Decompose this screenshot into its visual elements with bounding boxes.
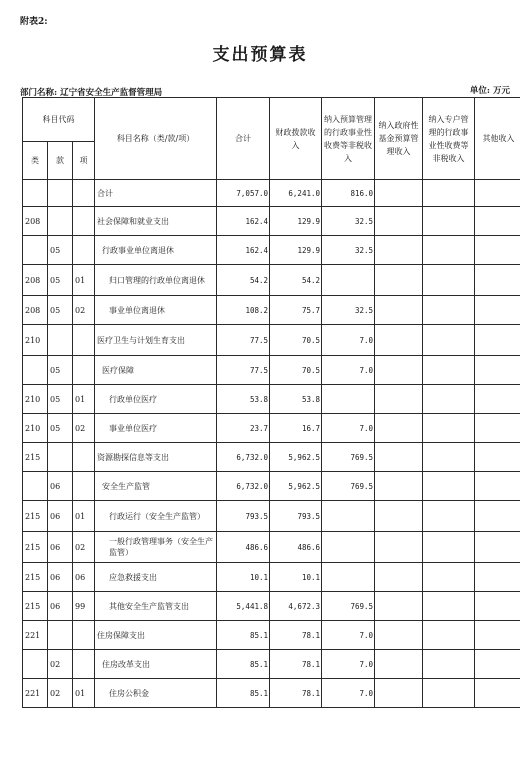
cell-other: [475, 443, 520, 472]
cell-other: [475, 592, 520, 621]
cell-budget-mgmt: [322, 532, 375, 563]
cell-total: 6,732.0: [217, 443, 270, 472]
department-name: 部门名称: 辽宁省安全生产监督管理局: [20, 88, 163, 98]
cell-fiscal: 793.5: [270, 501, 322, 532]
cell-other: [475, 296, 520, 325]
cell-name: 医疗卫生与计划生育支出: [95, 325, 217, 356]
cell-budget-mgmt: [322, 385, 375, 414]
header-lei: 类: [23, 142, 48, 180]
cell-fiscal: 78.1: [270, 621, 322, 650]
unit-label: 单位: 万元: [469, 86, 510, 96]
cell-name: 安全生产监管: [95, 472, 217, 501]
cell-kuan: 06: [48, 592, 73, 621]
cell-xiang: 01: [73, 265, 95, 296]
cell-xiang: [73, 356, 95, 385]
cell-total: 53.8: [217, 385, 270, 414]
cell-gov-fund: [375, 414, 423, 443]
cell-name: 住房公积金: [95, 679, 217, 708]
cell-fiscal: 78.1: [270, 650, 322, 679]
cell-other: [475, 414, 520, 443]
cell-xiang: 02: [73, 532, 95, 563]
cell-other: [475, 563, 520, 592]
cell-lei: 210: [23, 414, 48, 443]
table-row: [23, 296, 520, 325]
cell-lei: 210: [23, 385, 48, 414]
cell-name: 其他安全生产监管支出: [95, 592, 217, 621]
cell-kuan: 05: [48, 265, 73, 296]
table-row: [23, 563, 520, 592]
cell-name: 医疗保障: [95, 356, 217, 385]
cell-total: 54.2: [217, 265, 270, 296]
cell-gov-fund: [375, 265, 423, 296]
cell-budget-mgmt: 32.5: [322, 296, 375, 325]
cell-budget-mgmt: 816.0: [322, 180, 375, 207]
cell-kuan: 06: [48, 501, 73, 532]
cell-gov-fund: [375, 385, 423, 414]
cell-xiang: [73, 621, 95, 650]
header-budget-mgmt: 纳入预算管理的行政事业性收费等非税收入: [322, 98, 375, 180]
cell-gov-fund: [375, 296, 423, 325]
cell-gov-fund: [375, 621, 423, 650]
cell-kuan: 05: [48, 296, 73, 325]
cell-xiang: 01: [73, 501, 95, 532]
cell-name: 事业单位离退休: [95, 296, 217, 325]
cell-other: [475, 236, 520, 265]
cell-lei: [23, 472, 48, 501]
cell-total: 77.5: [217, 325, 270, 356]
cell-budget-mgmt: 7.0: [322, 650, 375, 679]
cell-total: 85.1: [217, 679, 270, 708]
cell-lei: 215: [23, 501, 48, 532]
table-row: [23, 180, 520, 207]
cell-kuan: [48, 621, 73, 650]
cell-gov-fund: [375, 443, 423, 472]
cell-special-account: [423, 356, 475, 385]
cell-lei: 215: [23, 592, 48, 621]
cell-other: [475, 207, 520, 236]
cell-total: 108.2: [217, 296, 270, 325]
cell-xiang: 02: [73, 414, 95, 443]
header-fiscal: 财政拨款收入: [270, 98, 322, 180]
header-other: 其他收入: [475, 98, 520, 180]
cell-fiscal: 78.1: [270, 679, 322, 708]
table-row: [23, 679, 520, 708]
cell-name: 事业单位医疗: [95, 414, 217, 443]
table-row: [23, 501, 520, 532]
cell-lei: 221: [23, 679, 48, 708]
cell-gov-fund: [375, 650, 423, 679]
cell-budget-mgmt: [322, 563, 375, 592]
header-special-account: 纳入专户管理的行政事业性收费等非税收入: [423, 98, 475, 180]
cell-total: 85.1: [217, 650, 270, 679]
cell-special-account: [423, 650, 475, 679]
cell-gov-fund: [375, 325, 423, 356]
cell-kuan: 05: [48, 414, 73, 443]
cell-xiang: [73, 325, 95, 356]
cell-fiscal: 4,672.3: [270, 592, 322, 621]
cell-xiang: [73, 236, 95, 265]
cell-other: [475, 472, 520, 501]
cell-special-account: [423, 296, 475, 325]
cell-total: 23.7: [217, 414, 270, 443]
budget-table: [22, 97, 520, 708]
table-row: [23, 385, 520, 414]
cell-xiang: 02: [73, 296, 95, 325]
cell-special-account: [423, 621, 475, 650]
cell-xiang: [73, 472, 95, 501]
cell-lei: [23, 650, 48, 679]
cell-total: 793.5: [217, 501, 270, 532]
cell-lei: 210: [23, 325, 48, 356]
table-row: [23, 472, 520, 501]
cell-budget-mgmt: 32.5: [322, 207, 375, 236]
cell-lei: 215: [23, 563, 48, 592]
cell-special-account: [423, 592, 475, 621]
cell-total: 77.5: [217, 356, 270, 385]
cell-special-account: [423, 414, 475, 443]
annex-label: 附表2:: [20, 17, 48, 27]
cell-total: 6,732.0: [217, 472, 270, 501]
cell-fiscal: 10.1: [270, 563, 322, 592]
cell-lei: 215: [23, 532, 48, 563]
cell-special-account: [423, 532, 475, 563]
cell-xiang: [73, 650, 95, 679]
cell-name: 资源勘探信息等支出: [95, 443, 217, 472]
cell-budget-mgmt: 769.5: [322, 592, 375, 621]
cell-special-account: [423, 207, 475, 236]
cell-kuan: [48, 207, 73, 236]
cell-special-account: [423, 265, 475, 296]
cell-total: 5,441.8: [217, 592, 270, 621]
cell-other: [475, 501, 520, 532]
cell-fiscal: 70.5: [270, 356, 322, 385]
table-row: [23, 414, 520, 443]
cell-name: 住房改革支出: [95, 650, 217, 679]
cell-budget-mgmt: 769.5: [322, 443, 375, 472]
table-row: [23, 236, 520, 265]
cell-kuan: 05: [48, 356, 73, 385]
cell-special-account: [423, 325, 475, 356]
cell-xiang: 01: [73, 679, 95, 708]
cell-name: 一般行政管理事务（安全生产监管）: [95, 532, 217, 563]
cell-special-account: [423, 443, 475, 472]
cell-lei: 221: [23, 621, 48, 650]
cell-name: 行政单位医疗: [95, 385, 217, 414]
cell-kuan: 02: [48, 650, 73, 679]
cell-gov-fund: [375, 501, 423, 532]
cell-kuan: 02: [48, 679, 73, 708]
cell-fiscal: 53.8: [270, 385, 322, 414]
cell-kuan: [48, 180, 73, 207]
cell-gov-fund: [375, 563, 423, 592]
header-name: 科目名称（类/款/项）: [95, 98, 217, 180]
cell-lei: [23, 236, 48, 265]
cell-special-account: [423, 679, 475, 708]
cell-gov-fund: [375, 472, 423, 501]
table-row: [23, 592, 520, 621]
table-row: [23, 621, 520, 650]
cell-kuan: 06: [48, 563, 73, 592]
cell-budget-mgmt: 7.0: [322, 356, 375, 385]
cell-other: [475, 532, 520, 563]
cell-other: [475, 385, 520, 414]
cell-lei: [23, 356, 48, 385]
cell-other: [475, 679, 520, 708]
cell-xiang: [73, 207, 95, 236]
cell-fiscal: 5,962.5: [270, 443, 322, 472]
cell-budget-mgmt: [322, 501, 375, 532]
cell-gov-fund: [375, 207, 423, 236]
cell-kuan: [48, 325, 73, 356]
cell-total: 10.1: [217, 563, 270, 592]
cell-name: 行政运行（安全生产监管）: [95, 501, 217, 532]
table-row: [23, 207, 520, 236]
cell-gov-fund: [375, 356, 423, 385]
cell-lei: [23, 180, 48, 207]
cell-lei: 208: [23, 296, 48, 325]
cell-other: [475, 356, 520, 385]
cell-lei: 208: [23, 265, 48, 296]
table-row: [23, 265, 520, 296]
cell-budget-mgmt: 7.0: [322, 414, 375, 443]
cell-xiang: 06: [73, 563, 95, 592]
cell-kuan: [48, 443, 73, 472]
page-title: 支出预算表: [212, 45, 308, 65]
cell-xiang: 99: [73, 592, 95, 621]
cell-budget-mgmt: [322, 265, 375, 296]
cell-budget-mgmt: 7.0: [322, 621, 375, 650]
cell-name: 住房保障支出: [95, 621, 217, 650]
cell-total: 486.6: [217, 532, 270, 563]
cell-name: 应急救援支出: [95, 563, 217, 592]
cell-budget-mgmt: 769.5: [322, 472, 375, 501]
header-total: 合计: [217, 98, 270, 180]
cell-other: [475, 621, 520, 650]
cell-budget-mgmt: 32.5: [322, 236, 375, 265]
table-row: [23, 325, 520, 356]
cell-kuan: 05: [48, 236, 73, 265]
table-body: [23, 180, 520, 708]
cell-xiang: 01: [73, 385, 95, 414]
cell-name: 社会保障和就业支出: [95, 207, 217, 236]
cell-gov-fund: [375, 180, 423, 207]
header-gov-fund: 纳入政府性基金预算管理收入: [375, 98, 423, 180]
table-row: [23, 443, 520, 472]
header-kuan: 款: [48, 142, 73, 180]
cell-other: [475, 650, 520, 679]
cell-fiscal: 129.9: [270, 207, 322, 236]
cell-name: 归口管理的行政单位离退休: [95, 265, 217, 296]
cell-budget-mgmt: 7.0: [322, 325, 375, 356]
cell-kuan: 06: [48, 472, 73, 501]
cell-fiscal: 5,962.5: [270, 472, 322, 501]
table-row: [23, 532, 520, 563]
header-xiang: 项: [73, 142, 95, 180]
cell-total: 7,057.0: [217, 180, 270, 207]
cell-fiscal: 54.2: [270, 265, 322, 296]
cell-total: 162.4: [217, 236, 270, 265]
cell-special-account: [423, 472, 475, 501]
cell-kuan: 06: [48, 532, 73, 563]
cell-xiang: [73, 443, 95, 472]
cell-lei: 215: [23, 443, 48, 472]
table-row: [23, 356, 520, 385]
cell-special-account: [423, 180, 475, 207]
header-code-group: 科目代码: [23, 98, 95, 142]
cell-xiang: [73, 180, 95, 207]
cell-fiscal: 129.9: [270, 236, 322, 265]
cell-total: 162.4: [217, 207, 270, 236]
cell-total: 85.1: [217, 621, 270, 650]
cell-special-account: [423, 236, 475, 265]
table-row: [23, 650, 520, 679]
cell-kuan: 05: [48, 385, 73, 414]
cell-gov-fund: [375, 236, 423, 265]
cell-gov-fund: [375, 679, 423, 708]
cell-fiscal: 70.5: [270, 325, 322, 356]
cell-special-account: [423, 501, 475, 532]
cell-other: [475, 265, 520, 296]
cell-fiscal: 75.7: [270, 296, 322, 325]
cell-budget-mgmt: 7.0: [322, 679, 375, 708]
cell-special-account: [423, 563, 475, 592]
cell-lei: 208: [23, 207, 48, 236]
cell-other: [475, 325, 520, 356]
cell-fiscal: 16.7: [270, 414, 322, 443]
cell-gov-fund: [375, 592, 423, 621]
cell-name: 合计: [95, 180, 217, 207]
cell-fiscal: 6,241.0: [270, 180, 322, 207]
cell-fiscal: 486.6: [270, 532, 322, 563]
cell-other: [475, 180, 520, 207]
cell-special-account: [423, 385, 475, 414]
cell-name: 行政事业单位离退休: [95, 236, 217, 265]
cell-gov-fund: [375, 532, 423, 563]
